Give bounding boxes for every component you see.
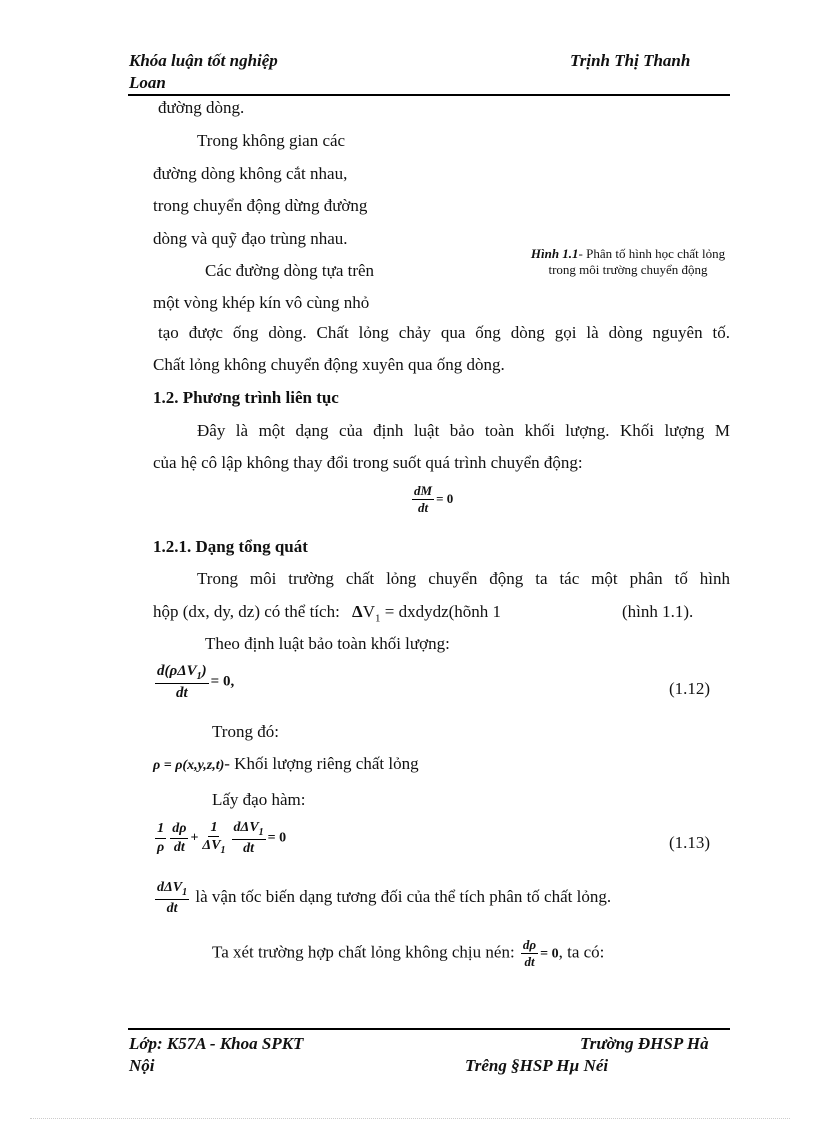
header-rule [128, 94, 730, 96]
equation-1-12 [153, 663, 234, 702]
footer-rule [128, 1028, 730, 1030]
footer-left-line1: Lớp: K57A - Khoa SPKT [129, 1034, 304, 1053]
text-line: của hệ cô lập không thay đổi trong suốt quá trình chuyển động: [153, 453, 583, 472]
text-line-incompressible [212, 938, 604, 970]
text-line: Các đường dòng tựa trên [205, 261, 375, 280]
eq-subscript: 1 [196, 671, 202, 682]
section-heading-1-2: 1.2. Phương trình liên tục [153, 388, 339, 407]
equation-number-1-13: (1.13) [669, 833, 711, 852]
eq-deltaV: ΔV [202, 838, 221, 854]
eq-denominator: dt [175, 685, 188, 701]
eq-numerator: dM [412, 484, 434, 500]
eq-rhs: = 0, [210, 673, 235, 690]
equation-1-13 [153, 820, 286, 856]
caption-text2: trong môi trường chuyển động [548, 262, 708, 277]
text-line: Đây là một dạng của định luật bảo toàn khối lượng. Khối lượng M [197, 421, 730, 440]
eq-drho: dρ [521, 938, 538, 954]
text-fragment: - Khối lượng riêng chất lỏng [224, 754, 419, 773]
eq-rhs: = 0 [436, 490, 454, 506]
equation-mass-conservation [410, 484, 453, 516]
equation-number-1-12: (1.12) [669, 679, 711, 698]
text-fragment: = dxdydz(hõnh 1 [384, 602, 502, 621]
text-line: Chất lỏng không chuyển động xuyên qua ống dòng. [153, 355, 505, 374]
volume-symbol: V [362, 602, 375, 621]
figure-reference: (hình 1.1). [622, 602, 694, 621]
eq-rhs: = 0 [267, 830, 287, 846]
text-fragment: , ta có: [558, 942, 605, 962]
volume-subscript: 1 [375, 612, 381, 625]
eq-denominator: dt [417, 500, 429, 516]
eq-subscript: 1 [220, 845, 226, 857]
text-line: một vòng khép kín vô cùng nhỏ [153, 293, 370, 312]
footer-right-line1: Trường ĐHSP Hà [580, 1034, 709, 1053]
eq-drho: dρ [170, 821, 188, 838]
text-line: trong chuyển động dừng đường [153, 196, 368, 215]
text-line-volume [153, 602, 501, 624]
caption-text1: - Phân tố hình học chất lỏng [578, 246, 726, 261]
section-heading-1-2-1: 1.2.1. Dạng tổng quát [153, 537, 308, 556]
footer-left-line2: Nội [129, 1056, 155, 1075]
text-line: Theo định luật bảo toàn khối lượng: [205, 634, 450, 653]
eq-plus: + [190, 830, 199, 846]
eq-ddeltaV: dΔV [233, 820, 259, 835]
eq-rhs: = 0 [540, 946, 559, 962]
eq-one: 1 [208, 820, 219, 837]
text-line-strain-rate [153, 880, 611, 916]
text-line: đường dòng. [158, 98, 245, 117]
density-expression: ρ = ρ(x,y,z,t) [153, 758, 225, 773]
eq-numerator: d(ρΔV [157, 663, 197, 679]
header-left-line1: Khóa luận tốt nghiệp [129, 51, 278, 70]
eq-subscript: 1 [182, 886, 188, 898]
text-line: đường dòng không cắt nhau, [153, 164, 348, 183]
text-line-density [153, 754, 419, 774]
eq-dt: dt [524, 954, 535, 970]
eq-ddeltaV: dΔV [157, 880, 183, 895]
text-line: tạo được ống dòng. Chất lỏng chảy qua ống dòng gọi là dòng nguyên tố. [158, 323, 730, 342]
header-right: Trịnh Thị Thanh [570, 51, 691, 70]
text-line: Trong không gian các [197, 131, 346, 150]
text-fragment: Ta xét trường hợp chất lỏng không chịu nén: [212, 942, 515, 962]
eq-rho: ρ [157, 839, 165, 855]
text-fragment: là vận tốc biến dạng tương đối của thể tích phân tố chất lỏng. [195, 887, 612, 906]
eq-dt: dt [166, 900, 178, 916]
eq-one: 1 [155, 821, 166, 838]
delta-symbol: Δ [352, 602, 363, 621]
footer-right-line2: Trêng §HSP Hµ Néi [465, 1056, 609, 1075]
page-bottom-border [30, 1118, 790, 1119]
eq-close-paren: ) [201, 663, 207, 679]
text-line: Lấy đạo hàm: [212, 790, 306, 809]
text-line: dòng và quỹ đạo trùng nhau. [153, 229, 348, 248]
eq-dt: dt [243, 840, 255, 856]
text-fragment: hộp (dx, dy, dz) có thể tích: [153, 602, 340, 621]
eq-dt: dt [173, 839, 185, 855]
header-left-line2: Loan [129, 73, 166, 92]
text-line: Trong đó: [212, 722, 279, 741]
figure-label: Hình 1.1 [530, 246, 579, 261]
figure-caption [498, 246, 758, 278]
eq-subscript: 1 [258, 826, 264, 838]
text-line: Trong môi trường chất lỏng chuyển động ta tác một phân tố hình [197, 569, 730, 588]
